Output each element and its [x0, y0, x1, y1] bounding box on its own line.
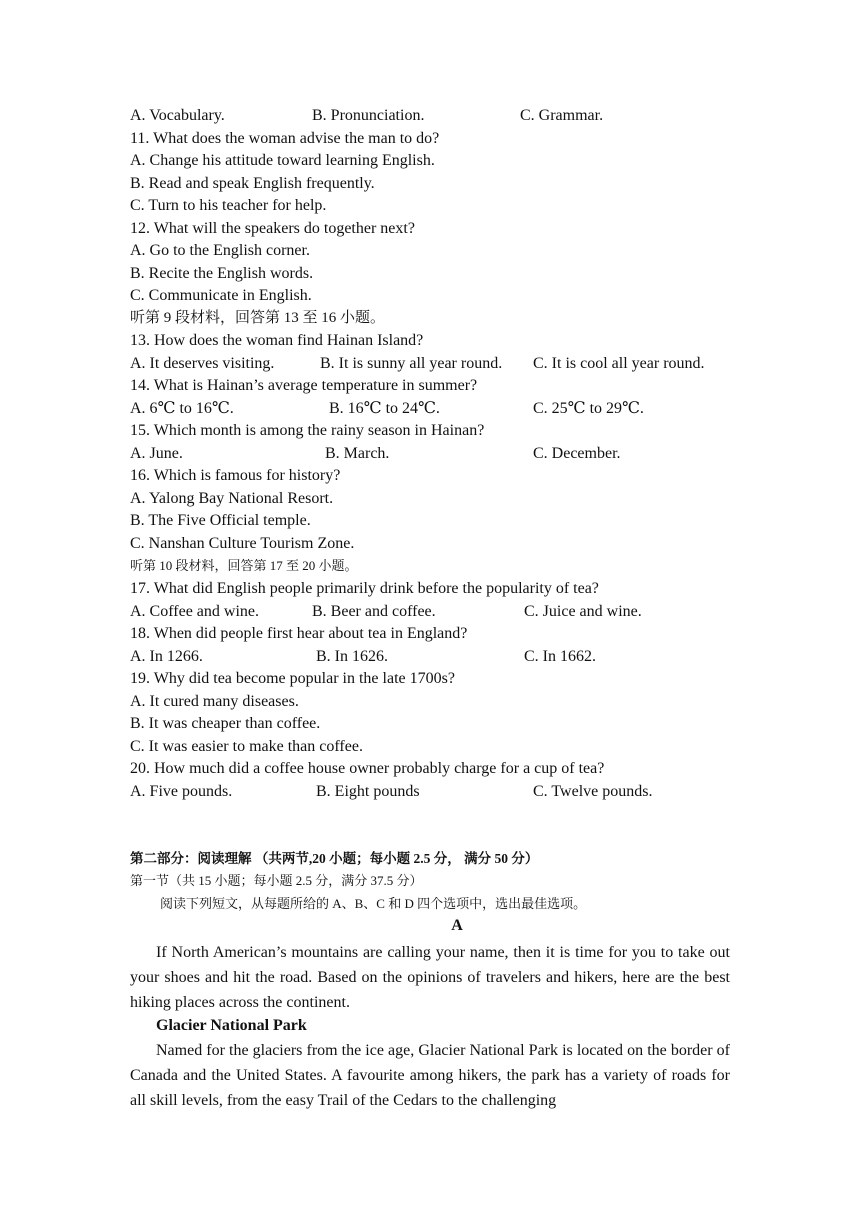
q20-option-c: C. Twelve pounds. — [533, 783, 653, 800]
q16-option-c: C. Nanshan Culture Tourism Zone. — [130, 535, 355, 552]
q18-option-a: A. In 1266. — [130, 648, 203, 665]
q17-option-c: C. Juice and wine. — [524, 603, 642, 620]
part-2-title: 第二部分：阅读理解 （共两节,20 小题；每小题 2.5 分， 满分 50 分） — [130, 851, 539, 866]
q13-option-a: A. It deserves visiting. — [130, 355, 275, 372]
q10-option-a: A. Vocabulary. — [130, 107, 225, 124]
intro-paragraph: If North American’s mountains are calling your name, then it is time for you to take out your shoes and hit the road. Based on the opinions of travelers and hikers, here are the best hiking places across the continent. — [130, 944, 730, 1011]
q14-option-c: C. 25℃ to 29℃. — [533, 400, 644, 417]
passage-label: A — [451, 917, 463, 934]
q19-option-a: A. It cured many diseases. — [130, 693, 299, 710]
q20-question: 20. How much did a coffee house owner probably charge for a cup of tea? — [130, 760, 605, 777]
q18-question: 18. When did people first hear about tea in England? — [130, 625, 468, 642]
q14-option-b: B. 16℃ to 24℃. — [329, 400, 440, 417]
q10-option-c: C. Grammar. — [520, 107, 604, 124]
q13-option-c: C. It is cool all year round. — [533, 355, 705, 372]
segment-10-header: 听第 10 段材料，回答第 17 至 20 小题。 — [130, 558, 358, 573]
q13-option-b: B. It is sunny all year round. — [320, 355, 503, 372]
section-1-title: 第一节（共 15 小题；每小题 2.5 分，满分 37.5 分） — [130, 873, 423, 888]
q17-option-b: B. Beer and coffee. — [312, 603, 436, 620]
q16-question: 16. Which is famous for history? — [130, 467, 341, 484]
segment-9-header: 听第 9 段材料，回答第 13 至 16 小题。 — [130, 310, 386, 326]
q17-option-a: A. Coffee and wine. — [130, 603, 259, 620]
q16-option-b: B. The Five Official temple. — [130, 512, 311, 529]
q12-question: 12. What will the speakers do together next? — [130, 220, 415, 237]
q20-option-b: B. Eight pounds — [316, 783, 420, 800]
q11-option-c: C. Turn to his teacher for help. — [130, 197, 327, 214]
q19-option-c: C. It was easier to make than coffee. — [130, 738, 363, 755]
q18-option-c: C. In 1662. — [524, 648, 596, 665]
q15-option-b: B. March. — [325, 445, 390, 462]
glacier-heading: Glacier National Park — [156, 1017, 307, 1034]
reading-instruction: 阅读下列短文，从每题所给的 A、B、C 和 D 四个选项中，选出最佳选项。 — [160, 896, 587, 911]
q12-option-b: B. Recite the English words. — [130, 265, 314, 282]
q13-question: 13. How does the woman find Hainan Island? — [130, 332, 424, 349]
q18-option-b: B. In 1626. — [316, 648, 388, 665]
q12-option-c: C. Communicate in English. — [130, 287, 312, 304]
q14-option-a: A. 6℃ to 16℃. — [130, 400, 234, 417]
q11-question: 11. What does the woman advise the man to do? — [130, 130, 440, 147]
q19-option-b: B. It was cheaper than coffee. — [130, 715, 321, 732]
glacier-paragraph: Named for the glaciers from the ice age, Glacier National Park is located on the border of Canada and the United States. A favourite among hikers, the park has a variety of roads for all skill levels, from the easy Trail of the Cedars to the challenging — [130, 1042, 730, 1109]
q20-option-a: A. Five pounds. — [130, 783, 233, 800]
q15-question: 15. Which month is among the rainy season in Hainan? — [130, 422, 485, 439]
q10-option-b: B. Pronunciation. — [312, 107, 425, 124]
q15-option-c: C. December. — [533, 445, 621, 462]
q12-option-a: A. Go to the English corner. — [130, 242, 310, 259]
q14-question: 14. What is Hainan’s average temperature in summer? — [130, 377, 478, 394]
q19-question: 19. Why did tea become popular in the late 1700s? — [130, 670, 455, 687]
q16-option-a: A. Yalong Bay National Resort. — [130, 490, 334, 507]
q11-option-b: B. Read and speak English frequently. — [130, 175, 375, 192]
q17-question: 17. What did English people primarily drink before the popularity of tea? — [130, 580, 599, 597]
q11-option-a: A. Change his attitude toward learning English. — [130, 152, 435, 169]
q15-option-a: A. June. — [130, 445, 183, 462]
